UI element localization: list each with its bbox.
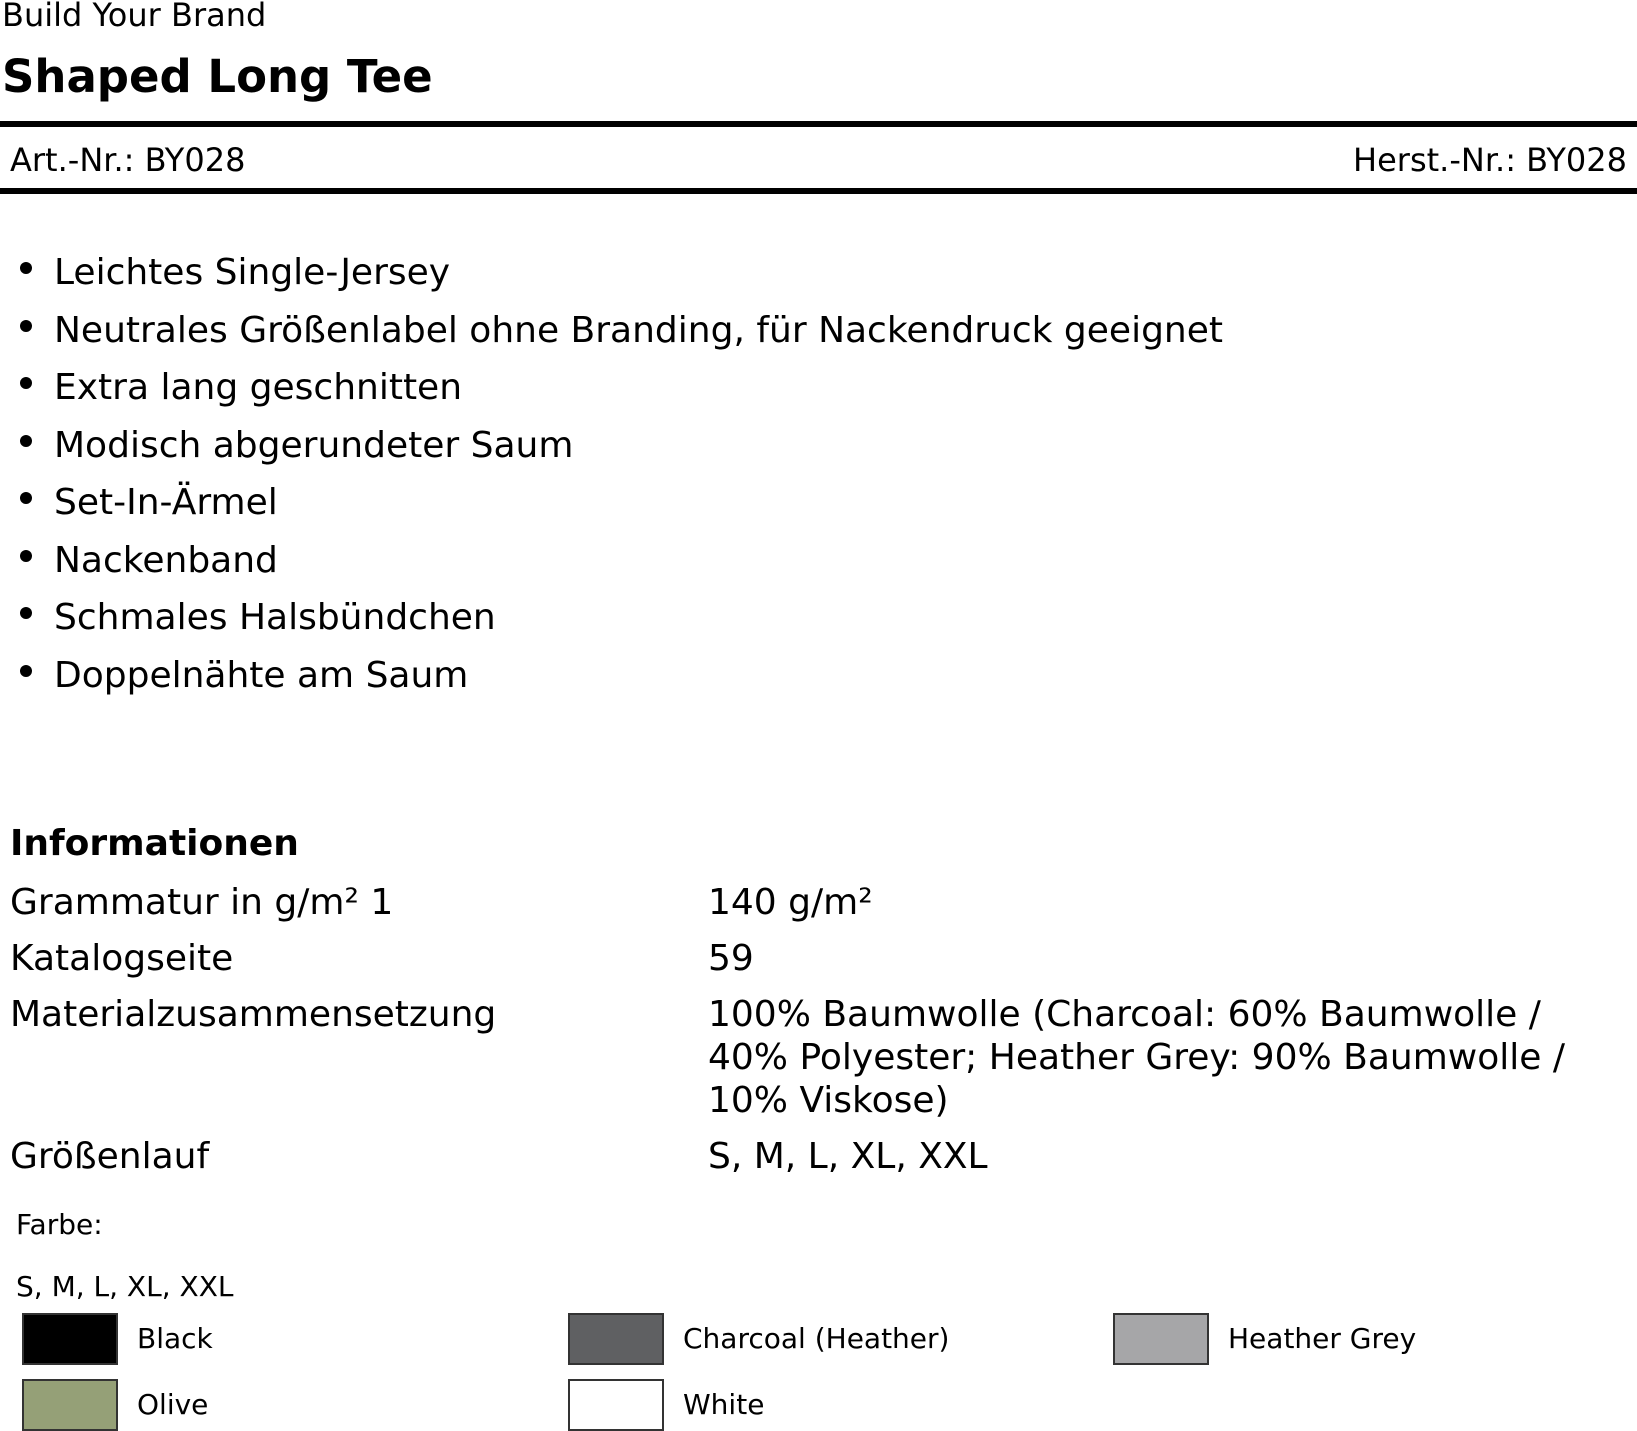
feature-text: Nackenband xyxy=(54,539,278,581)
color-swatch xyxy=(22,1379,118,1431)
info-label: Größenlauf xyxy=(10,1136,210,1177)
bullet-icon xyxy=(20,665,32,677)
feature-item xyxy=(0,481,1223,539)
bullet-icon xyxy=(20,377,32,389)
swatch-label: Heather Grey xyxy=(1228,1322,1417,1355)
feature-text: Schmales Halsbündchen xyxy=(54,597,496,638)
bullet-icon xyxy=(20,492,32,504)
feature-text: Doppelnähte am Saum xyxy=(54,654,469,696)
feature-text: Set-In-Ärmel xyxy=(54,482,278,523)
color-sizes: S, M, L, XL, XXL xyxy=(16,1270,234,1303)
feature-item xyxy=(0,366,1223,424)
divider-bottom xyxy=(0,188,1637,194)
color-swatch xyxy=(568,1379,664,1431)
info-label: Materialzusammensetzung xyxy=(10,994,497,1035)
color-swatch xyxy=(568,1313,664,1365)
color-label: Farbe: xyxy=(16,1208,103,1241)
bullet-icon xyxy=(20,607,32,619)
swatch-label: Black xyxy=(137,1322,213,1355)
feature-item xyxy=(0,596,1223,654)
info-label: Katalogseite xyxy=(10,938,234,979)
feature-list xyxy=(0,251,1223,711)
color-swatch xyxy=(1113,1313,1209,1365)
feature-item xyxy=(0,309,1223,367)
info-value: S, M, L, XL, XXL xyxy=(708,1136,988,1177)
feature-text: Extra lang geschnitten xyxy=(54,367,463,408)
bullet-icon xyxy=(20,320,32,332)
feature-item xyxy=(0,654,1223,712)
info-value: 140 g/m² xyxy=(708,882,873,923)
info-value: 100% Baumwolle (Charcoal: 60% Baumwolle / 40% Polyester; Heather Grey: 90% Baumwolle / 10% Viskose) xyxy=(708,994,1565,1121)
swatch-label: Charcoal (Heather) xyxy=(683,1322,950,1355)
color-swatch xyxy=(22,1313,118,1365)
swatch-label: Olive xyxy=(137,1388,209,1421)
divider-top xyxy=(0,121,1637,127)
brand-name: Build Your Brand xyxy=(2,0,267,34)
bullet-icon xyxy=(20,550,32,562)
feature-item xyxy=(0,424,1223,482)
product-title: Shaped Long Tee xyxy=(2,50,433,103)
info-value: 59 xyxy=(708,938,754,979)
info-label: Grammatur in g/m² 1 xyxy=(10,882,394,923)
manufacturer-number: Herst.-Nr.: BY028 xyxy=(1353,141,1627,179)
article-number: Art.-Nr.: BY028 xyxy=(10,141,246,179)
feature-text: Leichtes Single-Jersey xyxy=(54,252,451,293)
feature-text: Modisch abgerundeter Saum xyxy=(54,424,574,466)
info-heading: Informationen xyxy=(10,823,299,864)
bullet-icon xyxy=(20,262,32,274)
feature-item xyxy=(0,251,1223,309)
bullet-icon xyxy=(20,435,32,447)
feature-text: Neutrales Größenlabel ohne Branding, für Nackendruck geeignet xyxy=(54,309,1224,351)
swatch-label: White xyxy=(683,1388,765,1421)
feature-item xyxy=(0,539,1223,597)
